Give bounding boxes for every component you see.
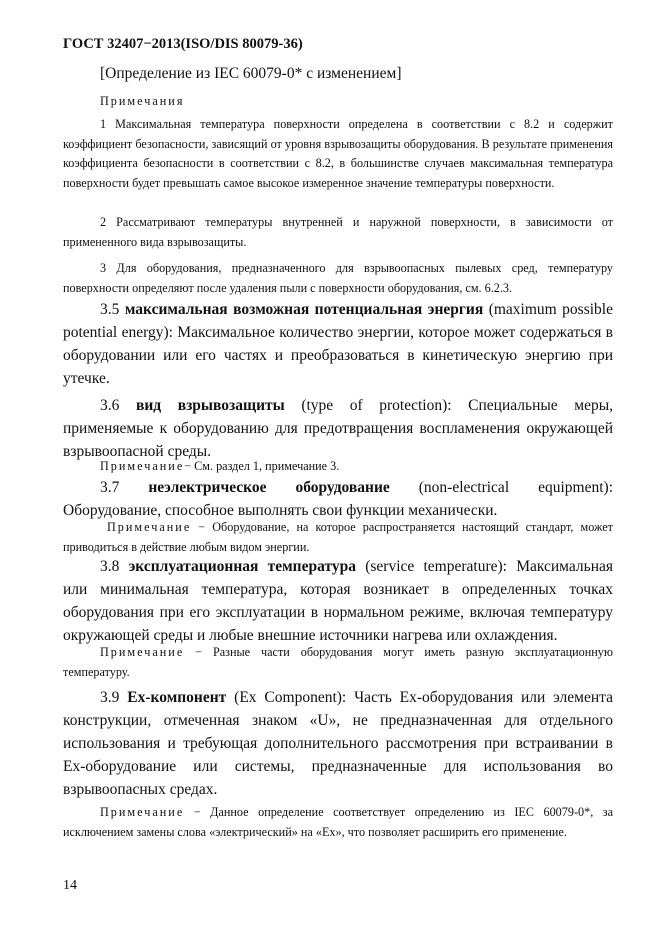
note-label: Примечание	[107, 520, 192, 534]
definition-3-6	[63, 394, 613, 463]
definition-number: 3.8	[100, 558, 120, 575]
definition-3-8	[63, 555, 613, 647]
note-text: − См. раздел 1, примечание 3.	[184, 459, 340, 473]
note-3-7	[63, 518, 613, 557]
definition-number: 3.7	[100, 479, 120, 496]
definition-term: неэлектрическое оборудование	[148, 479, 390, 496]
page-number: 14	[63, 878, 77, 893]
note-3: 3 Для оборудования, предназначенного для взрывоопасных пылевых сред, температуру поверхности определяют после удаления пыли с поверхности оборудования, см. 6.2.3.	[63, 261, 613, 295]
note-3-6	[63, 457, 613, 477]
definition-term: вид взрывозащиты	[135, 397, 285, 414]
note-2: 2 Рассматривают температуры внутренней и наружной поверхности, в зависимости от примененного вида взрывозащиты.	[63, 215, 613, 249]
note-label: Примечание	[100, 645, 185, 659]
definition-3-7	[63, 476, 613, 522]
definition-3-9	[63, 686, 613, 801]
definition-3-5	[63, 298, 613, 390]
note-label: Примечание	[100, 805, 185, 819]
definition-number: 3.9	[100, 689, 120, 706]
definition-number: 3.6	[100, 397, 120, 414]
definition-text: (non-electrical equipment): Оборудование, способное выполнять свои функции механически.	[63, 479, 613, 519]
note-text: − Разные части оборудования могут иметь разную эксплуатационную температуру.	[63, 645, 613, 679]
notes-heading: Примечания	[100, 94, 185, 108]
note-label: Примечание	[100, 459, 185, 473]
definition-number: 3.5	[100, 301, 120, 318]
definition-text: (service temperature): Максимальная или минимальная температура, которая возникает в определенных точках оборудования при его эксплуатации в нормальном режиме, включая температуру окружающей среды и любые внешние источники нагрева или охлаждения.	[63, 558, 614, 644]
document-header: ГОСТ 32407−2013(ISO/DIS 80079-36)	[63, 36, 303, 52]
note-3-8	[63, 643, 613, 682]
definition-text: (Ex Component): Часть Ex-оборудования или элемента конструкции, отмеченная знаком «U», не предназначенная для отдельного использования и требующая дополнительного рассмотрения при встраивании в Ex-оборудование или системы, предназначенные для использования во взрывоопасных средах.	[63, 689, 613, 798]
definition-text: (type of protection): Специальные меры, применяемые к оборудованию для предотвращения воспламенения окружающей взрывоопасной среды.	[63, 397, 613, 460]
note-text: − Данное определение соответствует определению из IEC 60079-0*, за исключением замены слова «электрический» на «Ex», что позволяет расширить его применение.	[63, 805, 613, 839]
definition-term: эксплуатационная температура	[128, 558, 356, 575]
note-text: − Оборудование, на которое распространяется настоящий стандарт, может приводиться в действие любым видом энергии.	[63, 520, 613, 554]
definition-source: [Определение из IEC 60079-0* с изменением]	[100, 65, 402, 82]
definition-text: (maximum possible potential energy): Максимальное количество энергии, которое может содержаться в оборудовании или его частях и преобразоваться в кинетическую энергию при утечке.	[63, 301, 613, 387]
definition-term: Ex-компонент	[127, 689, 227, 706]
definition-term: максимальная возможная потенциальная энергия	[124, 301, 484, 318]
note-3-9	[63, 803, 613, 842]
note-1: 1 Максимальная температура поверхности определена в соответствии с 8.2 и содержит коэффициент безопасности, зависящий от уровня взрывозащиты оборудования. В результате применения коэффициента безопасности в соответствии с 8.2, в большинстве случаев максимальная температура поверхности будет превышать самое высокое измеренное значение температуры поверхности.	[63, 117, 613, 190]
